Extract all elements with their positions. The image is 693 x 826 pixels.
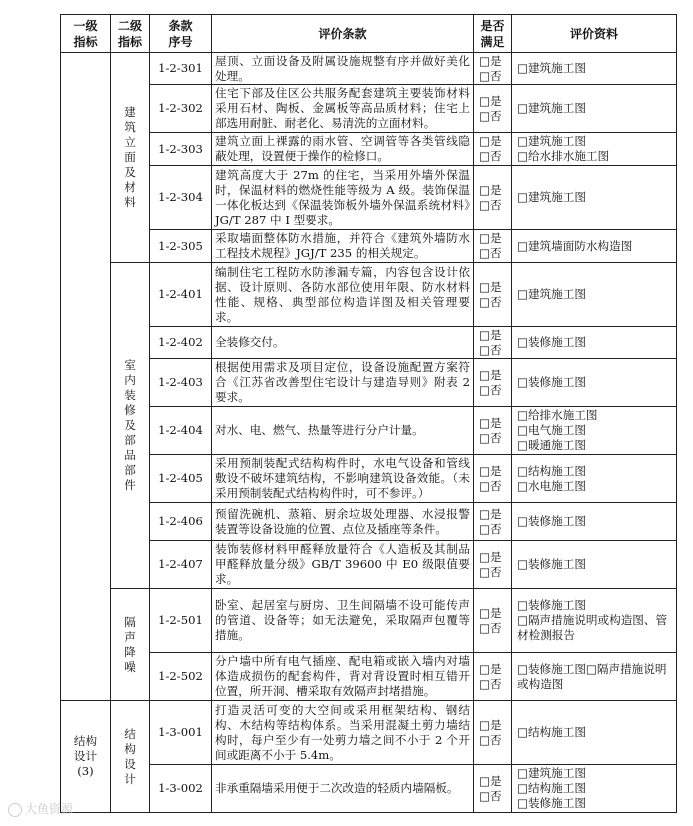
clause-text: 分户墙中所有电气插座、配电箱或嵌入墙内对墙体造成损伤的配套构件，背对背设置时相互错开位置，所开洞、槽采取有效隔声封堵措施。 <box>212 653 474 701</box>
material-item[interactable]: □装修施工图 <box>517 796 586 810</box>
no-checkbox[interactable]: □否 <box>479 564 502 579</box>
material-item[interactable]: □暖通施工图 <box>517 438 586 452</box>
satisfied-checkboxes <box>474 503 512 541</box>
clause-text: 全装修交付。 <box>212 327 474 359</box>
satisfied-checkboxes <box>474 589 512 653</box>
no-checkbox[interactable]: □否 <box>479 430 502 445</box>
materials-cell <box>512 701 677 765</box>
materials-cell <box>512 327 677 359</box>
clause-code: 1-3-002 <box>150 765 212 813</box>
clause-text: 住宅下部及住区公共服务配套建筑主要装饰材料采用石材、陶板、金属板等高品质材料；住宅上部选用耐脏、耐老化、易清洗的立面材料。 <box>212 85 474 133</box>
material-item[interactable]: □建筑施工图 <box>517 287 586 301</box>
table-row <box>61 263 677 327</box>
table-row <box>61 541 677 589</box>
yes-checkbox[interactable]: □是 <box>479 93 502 108</box>
clause-code: 1-2-305 <box>150 230 212 263</box>
materials-cell <box>512 85 677 133</box>
clause-code: 1-2-301 <box>150 53 212 85</box>
table-row <box>61 133 677 166</box>
clause-code: 1-2-406 <box>150 503 212 541</box>
no-checkbox[interactable]: □否 <box>479 342 502 357</box>
material-item[interactable]: □给排水施工图 <box>517 408 598 422</box>
no-checkbox[interactable]: □否 <box>479 246 502 260</box>
watermark-text: 大鱼资源 <box>25 802 74 816</box>
material-item[interactable]: □建筑施工图 <box>517 134 586 148</box>
material-item[interactable]: □结构施工图 <box>517 463 586 478</box>
yes-checkbox[interactable]: □是 <box>479 717 502 732</box>
material-item[interactable]: □建筑施工图 <box>517 61 586 75</box>
materials-cell <box>512 765 677 813</box>
yes-checkbox[interactable]: □是 <box>479 182 502 197</box>
yes-checkbox[interactable]: □是 <box>479 549 502 564</box>
yes-checkbox[interactable]: □是 <box>479 463 502 478</box>
table-row <box>61 653 677 701</box>
table-row <box>61 166 677 230</box>
header-materials: 评价资料 <box>512 15 677 53</box>
level2-indicator-cell: 室内 装修 及部 品部 件 <box>111 263 150 589</box>
clause-text: 预留洗碗机、蒸箱、厨余垃圾处理器、水浸报警装置等设备设施的位置、点位及插座等条件。 <box>212 503 474 541</box>
material-item[interactable]: □建筑施工图 <box>517 190 586 204</box>
yes-checkbox[interactable]: □是 <box>479 53 502 68</box>
material-item[interactable]: □装修施工图 <box>517 514 586 528</box>
yes-checkbox[interactable]: □是 <box>479 279 502 294</box>
table-row <box>61 503 677 541</box>
clause-code: 1-3-001 <box>150 701 212 765</box>
satisfied-checkboxes <box>474 407 512 455</box>
clause-text: 采取墙面整体防水措施，并符合《建筑外墙防水工程技术规程》JGJ/T 235 的相关规定。 <box>212 230 474 263</box>
header-row <box>61 15 677 53</box>
yes-checkbox[interactable]: □是 <box>479 506 502 521</box>
level1-indicator-cell <box>61 53 111 701</box>
level2-indicator-cell: 隔声 降噪 <box>111 589 150 701</box>
yes-checkbox[interactable]: □是 <box>479 415 502 430</box>
no-checkbox[interactable]: □否 <box>479 68 502 83</box>
material-item[interactable]: □装修施工图 <box>517 335 586 349</box>
table-row <box>61 455 677 503</box>
clause-text: 编制住宅工程防水防渗漏专篇，内容包含设计依据、设计原则、各防水部位使用年限、防水材料性能、规格、典型部位构造详图及相关管理要求。 <box>212 263 474 327</box>
material-item[interactable]: □建筑施工图 <box>517 766 586 780</box>
no-checkbox[interactable]: □否 <box>479 620 502 635</box>
satisfied-checkboxes <box>474 701 512 765</box>
table-row <box>61 701 677 765</box>
level2-indicator-cell: 建筑 立面 及材 料 <box>111 53 150 263</box>
clause-code: 1-2-404 <box>150 407 212 455</box>
table-row <box>61 765 677 813</box>
clause-code: 1-2-304 <box>150 166 212 230</box>
evaluation-table <box>60 14 677 813</box>
level2-indicator-cell: 结构 设计 <box>111 701 150 813</box>
material-item[interactable]: □电气施工图 <box>517 423 586 437</box>
clause-text: 屋顶、立面设备及附属设施规整有序并做好美化处理。 <box>212 53 474 85</box>
table-row <box>61 589 677 653</box>
materials-cell <box>512 53 677 85</box>
yes-checkbox[interactable]: □是 <box>479 605 502 620</box>
satisfied-checkboxes <box>474 166 512 230</box>
no-checkbox[interactable]: □否 <box>479 478 502 493</box>
no-checkbox[interactable]: □否 <box>479 676 502 691</box>
satisfied-checkboxes <box>474 765 512 813</box>
material-item[interactable]: □装修施工图 <box>517 557 586 571</box>
materials-cell <box>512 455 677 503</box>
clause-code: 1-2-501 <box>150 589 212 653</box>
yes-checkbox[interactable]: □是 <box>479 231 502 245</box>
clause-text: 卧室、起居室与厨房、卫生间隔墙不设可能传声的管道、设备等；如无法避免，采取隔声包覆等措施。 <box>212 589 474 653</box>
clause-code: 1-2-302 <box>150 85 212 133</box>
no-checkbox[interactable]: □否 <box>479 294 502 309</box>
no-checkbox[interactable]: □否 <box>479 382 502 397</box>
clause-code: 1-2-303 <box>150 133 212 166</box>
no-checkbox[interactable]: □否 <box>479 521 502 536</box>
table-row <box>61 85 677 133</box>
material-item[interactable]: □水电施工图 <box>517 478 586 493</box>
yes-checkbox[interactable]: □是 <box>479 327 502 342</box>
material-item[interactable]: □装修施工图 <box>517 375 586 389</box>
yes-checkbox[interactable]: □是 <box>479 661 502 676</box>
yes-checkbox[interactable]: □是 <box>479 367 502 382</box>
clause-code: 1-2-407 <box>150 541 212 589</box>
satisfied-checkboxes <box>474 359 512 407</box>
satisfied-checkboxes <box>474 455 512 503</box>
clause-code: 1-2-502 <box>150 653 212 701</box>
table-row <box>61 327 677 359</box>
material-item[interactable]: □结构施工图 <box>517 725 586 739</box>
satisfied-checkboxes <box>474 133 512 166</box>
materials-cell <box>512 407 677 455</box>
header-level1: 一级 指标 <box>61 15 111 53</box>
materials-cell <box>512 359 677 407</box>
no-checkbox[interactable]: □否 <box>479 788 502 803</box>
satisfied-checkboxes <box>474 263 512 327</box>
satisfied-checkboxes <box>474 327 512 359</box>
materials-cell <box>512 230 677 263</box>
clause-text: 建筑高度大于 27m 的住宅，当采用外墙外保温时，保温材料的燃烧性能等级为 A 级。装饰保温一体化板达到《保温装饰板外墙外保温系统材料》JG/T 287 中 I 型要求。 <box>212 166 474 230</box>
clause-text: 采用预制装配式结构构件时，水电气设备和管线敷设不破坏建筑结构，不影响建筑设备效能。（未采用预制装配式结构构件时，可不参评。） <box>212 455 474 503</box>
yes-checkbox[interactable]: □是 <box>479 134 502 148</box>
leaf-logo-icon <box>8 803 22 817</box>
table-row <box>61 359 677 407</box>
watermark <box>8 800 73 817</box>
no-checkbox[interactable]: □否 <box>479 197 502 212</box>
yes-checkbox[interactable]: □是 <box>479 773 502 788</box>
header-level2: 二级 指标 <box>111 15 150 53</box>
material-item[interactable]: □装修施工图□隔声措施说明或构造图 <box>517 661 667 691</box>
materials-cell <box>512 503 677 541</box>
clause-text: 对水、电、燃气、热量等进行分户计量。 <box>212 407 474 455</box>
clause-text: 根据使用需求及项目定位，设备设施配置方案符合《江苏省改善型住宅设计与建造导则》附表 2 要求。 <box>212 359 474 407</box>
material-item[interactable]: □结构施工图 <box>517 781 586 795</box>
material-item[interactable]: □建筑施工图 <box>517 101 586 115</box>
material-item[interactable]: □装修施工图 <box>517 598 586 612</box>
clause-code: 1-2-403 <box>150 359 212 407</box>
material-item[interactable]: □建筑墙面防水构造图 <box>517 238 633 253</box>
clause-text: 建筑立面上裸露的雨水管、空调管等各类管线隐蔽处理，设置便于操作的检修口。 <box>212 133 474 166</box>
satisfied-checkboxes <box>474 85 512 133</box>
no-checkbox[interactable]: □否 <box>479 108 502 123</box>
clause-code: 1-2-402 <box>150 327 212 359</box>
satisfied-checkboxes <box>474 653 512 701</box>
no-checkbox[interactable]: □否 <box>479 149 502 163</box>
clause-text: 非承重隔墙采用便于二次改造的轻质内墙隔板。 <box>212 765 474 813</box>
clause-text: 打造灵活可变的大空间或采用框架结构、钢结构、木结构等结构体系。当采用混凝土剪力墙结构时，每户至少有一处剪力墙之间不小于 2 个开间或距离不小于 5.4m。 <box>212 701 474 765</box>
materials-cell <box>512 166 677 230</box>
no-checkbox[interactable]: □否 <box>479 732 502 747</box>
header-satisfied: 是否 满足 <box>474 15 512 53</box>
table-row <box>61 230 677 263</box>
materials-cell <box>512 541 677 589</box>
table-row <box>61 53 677 85</box>
header-code: 条款 序号 <box>150 15 212 53</box>
material-item[interactable]: □给水排水施工图 <box>517 149 610 163</box>
satisfied-checkboxes <box>474 230 512 263</box>
clause-text: 装饰装修材料甲醛释放量符合《人造板及其制品甲醛释放量分级》GB/T 39600 中 E0 级限值要求。 <box>212 541 474 589</box>
satisfied-checkboxes <box>474 53 512 85</box>
materials-cell <box>512 589 677 653</box>
materials-cell <box>512 133 677 166</box>
materials-cell <box>512 263 677 327</box>
materials-cell <box>512 653 677 701</box>
satisfied-checkboxes <box>474 541 512 589</box>
table-row <box>61 407 677 455</box>
level1-indicator-cell: 结构 设计 (3) <box>61 701 111 813</box>
clause-code: 1-2-401 <box>150 263 212 327</box>
material-item[interactable]: □隔声措施说明或构造图、管材检测报告 <box>517 613 668 642</box>
header-clause: 评价条款 <box>212 15 474 53</box>
clause-code: 1-2-405 <box>150 455 212 503</box>
